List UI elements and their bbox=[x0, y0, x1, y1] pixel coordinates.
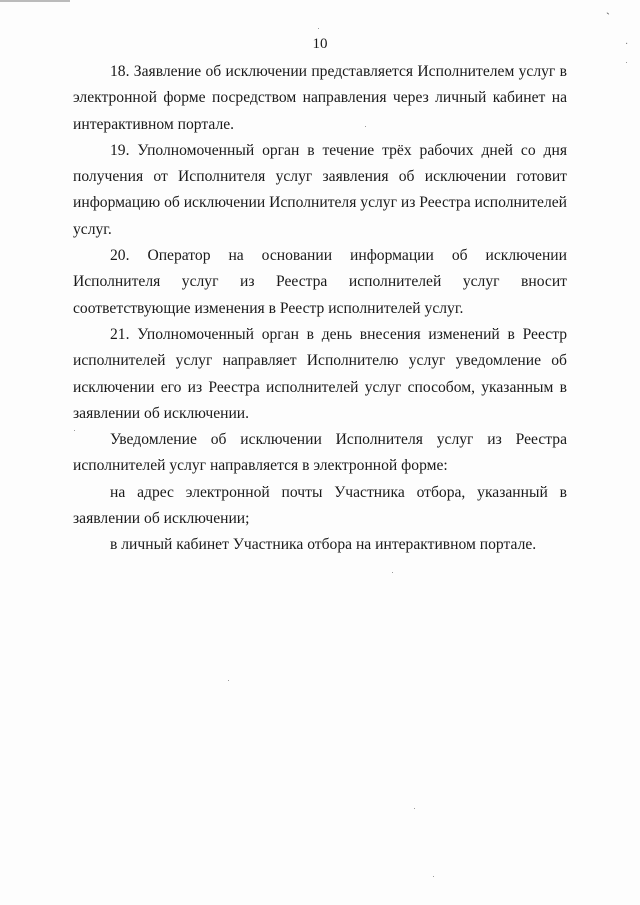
scan-side-mark: ˑ bbox=[625, 40, 628, 51]
scan-speck bbox=[318, 28, 319, 29]
paragraph-20: 20. Оператор на основании информации об исключении Исполнителя услуг из Реестра исполнителей услуг вносит соответствующие изменения в Реестр исполнителей услуг. bbox=[73, 247, 567, 317]
paragraph-cabinet-option: в личный кабинет Участника отбора на интерактивном портале. bbox=[110, 536, 537, 554]
scan-speck bbox=[392, 572, 393, 573]
paragraph-email-option: на адрес электронной почты Участника отбора, указанный в заявлении об исключении; bbox=[73, 483, 567, 528]
paragraph-18: 18. Заявление об исключении представляется Исполнителем услуг в электронной форме посредством направления через личный кабинет на интерактивном портале. bbox=[73, 63, 567, 133]
scan-speck bbox=[365, 126, 366, 127]
scan-speck bbox=[74, 430, 75, 431]
paragraph-notification: Уведомление об исключении Исполнителя услуг из Реестра исполнителей услуг направляется в электронной форме: bbox=[73, 431, 567, 475]
page-number: 10 bbox=[312, 36, 328, 52]
scan-corner-mark: ˋ bbox=[606, 10, 610, 24]
scan-speck bbox=[433, 876, 434, 877]
scan-speck bbox=[414, 808, 415, 809]
document-body bbox=[73, 59, 567, 559]
paragraph-21: 21. Уполномоченный орган в день внесения изменений в Реестр исполнителей услуг направляет Исполнителю услуг уведомление об исключении его из Реестра исполнителей услуг способом, указанным в заявлении об исключении. bbox=[73, 325, 567, 422]
paragraph-19: 19. Уполномоченный орган в течение трёх рабочих дней со дня получения от Исполнителя услуг заявления об исключении готовит информацию об исключении Исполнителя услуг из Реестра исполнителей услуг. bbox=[73, 141, 567, 238]
scan-speck bbox=[626, 62, 627, 63]
scan-edge-mark bbox=[0, 0, 70, 2]
scan-speck bbox=[228, 680, 229, 681]
